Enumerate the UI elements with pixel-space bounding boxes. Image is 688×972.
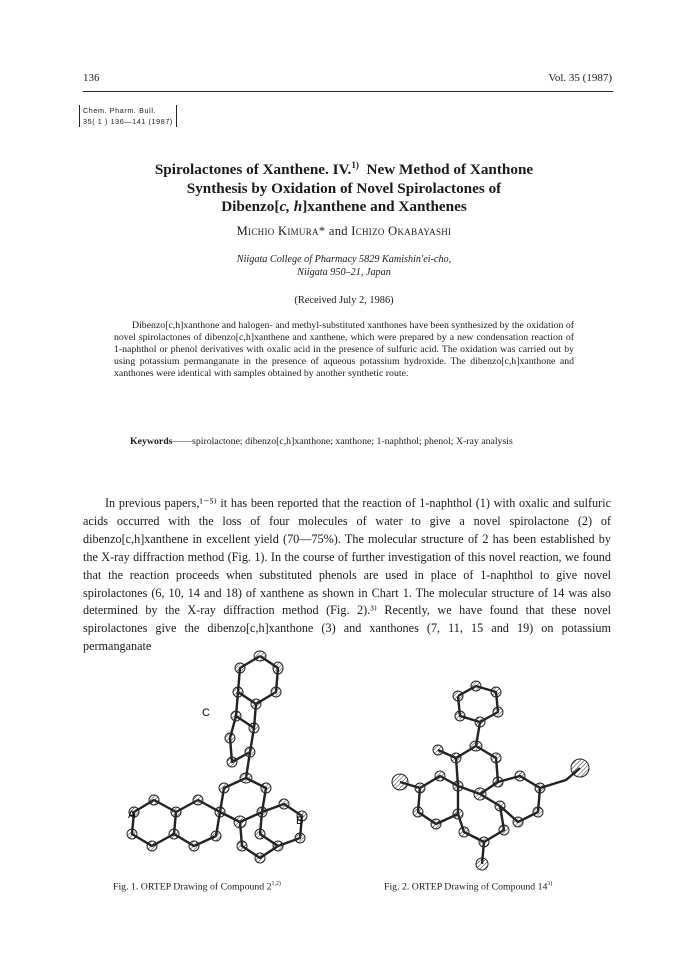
received-date: (Received July 2, 1986) [294,295,394,306]
keywords-label: Keywords [130,436,173,447]
volume-info: Vol. 35 (1987) [548,72,612,84]
label-ring-b: B [296,815,304,827]
page-number: 136 [83,72,100,84]
title-line-1: Spirolactones of Xanthene. IV.$^{1)}$ New Method of Xanthone [154,160,534,179]
keywords [130,436,574,448]
title-line-3: Dibenzo[c, h]xanthene and Xanthenes [221,198,467,216]
body-paragraph: In previous papers,¹⁻⁵⁾ it has been reported that the reaction of 1-naphthol (1) with oxalic and sulfuric acids occurred with the loss of four molecules of water to give a novel spirolactone (2) of dibenzo[c,h]xanthene in excellent yield (70—75%). The molecular structure of 2 has been established by the X-ray diffraction method (Fig. 1). In the course of further investigation of this novel reaction, we found that the reaction proceeds when substituted phenols are used in place of 1-naphthol to give novel spirolactones (6, 10, 14 and 18) of xanthene as shown in Chart 1. The molecular structure of 14 was also determined by the X-ray diffraction method (Fig. 2).³⁾ Recently, we have found that these novel spirolactones give the dibenzo[c,h]xanthone (3) and xanthones (7, 11, 15 and 19) on potassium permanganate [83,496,611,654]
figure-1-caption: Fig. 1. ORTEP Drawing of Compound 2$^{1,2)}$ [113,881,281,893]
title-line-2: Synthesis by Oxidation of Novel Spirolactones of [186,179,502,197]
affiliation: Niigata College of Pharmacy 5829 Kamishin'ei-cho, Niigata 950–21, Japan [236,254,452,278]
label-ring-a: A [128,809,136,821]
figure-2-ortep-drawing [380,676,610,876]
authors: Michio Kimura* and Ichizo Okabayashi [236,224,452,238]
citation-box [79,105,177,127]
figure-1-ortep-drawing [110,628,335,876]
citation-journal: Chem. Pharm. Bull. [83,106,157,115]
citation-issue: 35( 1 ) 136—141 (1987) [83,117,173,126]
label-ring-c: C [202,707,210,719]
abstract: Dibenzo[c,h]xanthone and halogen- and methyl-substituted xanthones have been synthesized by the oxidation of novel spirolactones of dibenzo[c,h]xanthene and xanthene, which were prepared by a new condensation reaction of 1-naphthol or phenol derivatives with oxalic acid in the presence of sulfuric acid. The oxidation was carried out by using potassium permanganate in the presence of aqueous potassium hydroxide. The dibenzo[c,h]xanthone and xanthones were identical with samples obtained by another synthetic route. [114,320,574,380]
paper-title [100,156,588,217]
keywords-text: ——spirolactone; dibenzo[c,h]xanthone; xanthone; 1-naphthol; phenol; X-ray analysis [172,436,513,447]
figure-2-caption: Fig. 2. ORTEP Drawing of Compound 14$^{3)}$ [384,881,553,893]
header-rule [83,91,613,92]
